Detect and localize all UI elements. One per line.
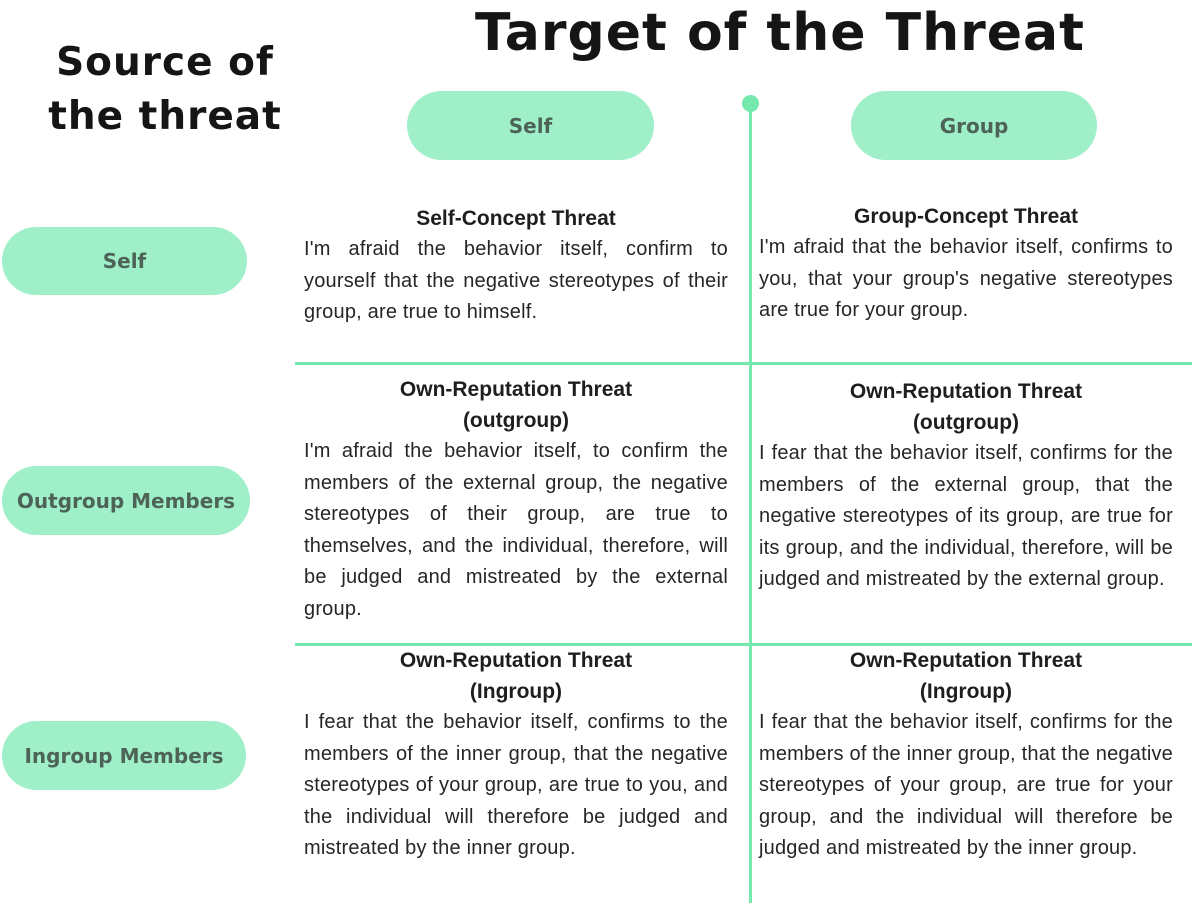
- cell-title: Group-Concept Threat: [854, 205, 1078, 228]
- column-header-group: Group: [851, 91, 1097, 160]
- cell-subtitle: (outgroup): [912, 411, 1020, 434]
- main-title: Target of the Threat: [474, 3, 1085, 63]
- cell-subtitle: (Ingroup): [469, 680, 563, 703]
- row-header-ingroup: Ingroup Members: [2, 721, 246, 790]
- cell-text: I fear that the behavior itself, confirms for the members of the external group, that the negative stereotypes of its group, are true for its group, and the individual, therefore, will be judged and mistreated by the external group.: [759, 442, 1173, 590]
- cell-text: I'm afraid that the behavior itself, confirms to you, that your group's negative stereotypes are true for your group.: [759, 236, 1173, 321]
- divider-dot: [742, 95, 759, 112]
- cell-title: Own-Reputation Threat: [399, 649, 633, 672]
- row-axis-title: Source of the threat: [48, 40, 282, 139]
- cell-ingroup-self: [304, 645, 728, 865]
- cell-ingroup-group: [759, 645, 1173, 865]
- cell-subtitle: (Ingroup): [919, 680, 1013, 703]
- row-header-outgroup: Outgroup Members: [2, 466, 250, 535]
- cell-self-self: [304, 203, 728, 329]
- row-header-self: Self: [2, 227, 247, 295]
- cell-outgroup-self: [304, 374, 728, 625]
- cell-text: I fear that the behavior itself, confirms to the members of the inner group, that the negative stereotypes of your group, are true to you, and the individual will therefore be judged and mistreated by the inner group.: [304, 711, 728, 859]
- cell-outgroup-group: [759, 376, 1173, 596]
- cell-title: Self-Concept Threat: [416, 207, 616, 230]
- cell-text: I'm afraid the behavior itself, confirm to yourself that the negative stereotypes of their group, are true to himself.: [304, 238, 728, 323]
- cell-text: I fear that the behavior itself, confirms for the members of the inner group, that the negative stereotypes of your group, are true for your group, and the individual will therefore be judged and mistreated by the inner group.: [759, 711, 1173, 859]
- horizontal-divider-1: [295, 362, 1192, 365]
- cell-title: Own-Reputation Threat: [399, 378, 633, 401]
- cell-text: I'm afraid the behavior itself, to confirm the members of the external group, the negative stereotypes of their group, are true to themselves, and the individual, therefore, will be judged and mistreated by the external group.: [304, 440, 728, 620]
- cell-title: Own-Reputation Threat: [849, 380, 1083, 403]
- cell-title: Own-Reputation Threat: [849, 649, 1083, 672]
- cell-subtitle: (outgroup): [462, 409, 570, 432]
- column-header-self: Self: [407, 91, 654, 160]
- vertical-divider: [749, 103, 752, 903]
- cell-self-group: [759, 201, 1173, 327]
